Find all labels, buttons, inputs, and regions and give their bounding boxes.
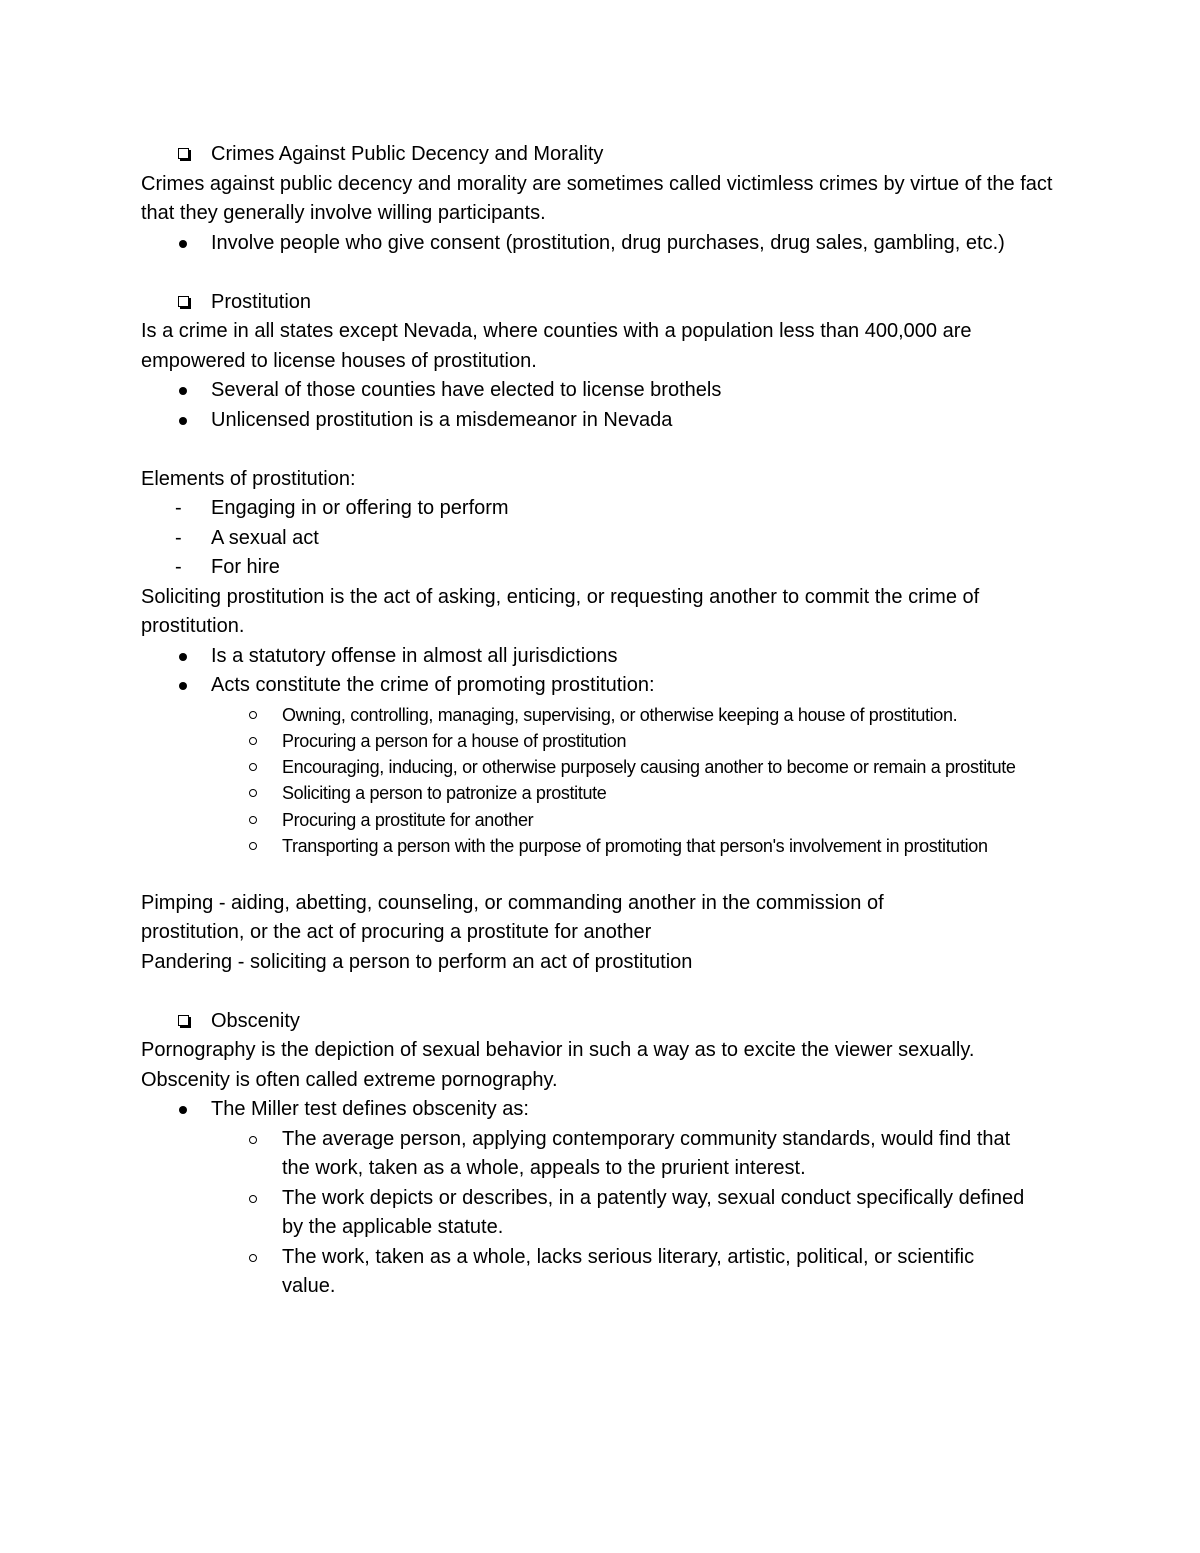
- section-heading-text: Obscenity: [211, 1009, 300, 1032]
- dash-icon: -: [175, 556, 182, 578]
- sub-list-item: [141, 807, 1061, 833]
- paragraph: Soliciting prostitution is the act of asking, enticing, or requesting another to commit the crime of prostitution.: [141, 585, 980, 637]
- hollow-bullet-icon: [249, 816, 257, 824]
- list-item: [141, 553, 1061, 583]
- paragraph: Crimes against public decency and morality are sometimes called victimless crimes by virtue of the fact that they generally involve willing participants.: [141, 172, 1053, 224]
- paragraph: Is a crime in all states except Nevada, where counties with a population less than 400,000 are empowered to license houses of prostitution.: [141, 320, 972, 372]
- section-heading-text: Prostitution: [211, 290, 312, 313]
- section-heading-public-decency: [141, 140, 1061, 170]
- list-item-text: The Miller test defines obscenity as:: [211, 1098, 529, 1121]
- list-item-text: For hire: [211, 556, 280, 578]
- list-item: [141, 376, 1061, 406]
- sub-list-item: [141, 780, 1061, 806]
- sub-list-item: [141, 754, 1061, 780]
- elements-label: Elements of prostitution:: [141, 467, 356, 490]
- list-item: [141, 229, 1061, 259]
- checkbox-icon: [178, 1015, 189, 1026]
- sub-list-item-text: The work, taken as a whole, lacks serious literary, artistic, political, or scientific value.: [282, 1245, 975, 1298]
- sub-list-item-text: The average person, applying contemporary community standards, would find that the work, taken as a whole, appeals to the prurient interest.: [282, 1127, 1011, 1180]
- bullet-icon: [179, 653, 187, 661]
- checkbox-icon: [178, 296, 189, 307]
- list-item: [141, 642, 1061, 672]
- sub-list-item-text: Transporting a person with the purpose of promoting that person's involvement in prostitution: [282, 835, 988, 856]
- hollow-bullet-icon: [249, 711, 257, 719]
- sub-list-item: [141, 728, 1061, 754]
- sub-list-item-text: Encouraging, inducing, or otherwise purposely causing another to become or remain a prostitute: [282, 757, 1016, 778]
- list-item-text: Several of those counties have elected to license brothels: [211, 379, 722, 401]
- paragraph: Pornography is the depiction of sexual behavior in such a way as to excite the viewer sexually. Obscenity is often called extreme pornography.: [141, 1039, 975, 1091]
- list-item-text: Unlicensed prostitution is a misdemeanor in Nevada: [211, 408, 673, 431]
- section-heading-obscenity: [141, 1007, 1061, 1037]
- hollow-bullet-icon: [249, 1136, 257, 1144]
- section-heading-text: Crimes Against Public Decency and Morality: [211, 143, 604, 165]
- list-item-text: Involve people who give consent (prostitution, drug purchases, drug sales, gambling, etc.): [211, 231, 1005, 254]
- sub-list-item-text: Procuring a prostitute for another: [282, 809, 534, 830]
- list-item: [141, 494, 1061, 524]
- hollow-bullet-icon: [249, 1254, 257, 1262]
- pimping-definition: Pimping - aiding, abetting, counseling, or commanding another in the commission of prostitution, or the act of procuring a prostitute for another: [141, 891, 884, 944]
- hollow-bullet-icon: [249, 842, 257, 850]
- list-item-text: Is a statutory offense in almost all jurisdictions: [211, 644, 618, 667]
- pandering-definition: Pandering - soliciting a person to perform an act of prostitution: [141, 950, 693, 973]
- bullet-icon: [179, 240, 187, 248]
- bullet-icon: [179, 1106, 187, 1114]
- dash-icon: -: [175, 526, 182, 549]
- list-item: [141, 524, 1061, 554]
- checkbox-icon: [178, 148, 189, 159]
- sub-list-item: [141, 1125, 1061, 1184]
- dash-icon: -: [175, 497, 182, 519]
- sub-list-item: [141, 702, 1061, 728]
- document-page: [141, 140, 1061, 1302]
- sub-list-item: [141, 833, 1061, 859]
- hollow-bullet-icon: [249, 763, 257, 771]
- sub-list-item: [141, 1184, 1061, 1243]
- sub-list-item: [141, 1243, 1061, 1302]
- hollow-bullet-icon: [249, 1195, 257, 1203]
- bullet-icon: [179, 387, 187, 395]
- bullet-icon: [179, 682, 187, 690]
- hollow-bullet-icon: [249, 737, 257, 745]
- list-item-text: A sexual act: [211, 526, 319, 549]
- list-item-text: Engaging in or offering to perform: [211, 497, 509, 519]
- list-item: [141, 406, 1061, 436]
- list-item: [141, 1095, 1061, 1125]
- sub-list-item-text: Procuring a person for a house of prostitution: [282, 730, 627, 751]
- list-item-text: Acts constitute the crime of promoting prostitution:: [211, 674, 655, 696]
- bullet-icon: [179, 417, 187, 425]
- hollow-bullet-icon: [249, 789, 257, 797]
- sub-list-item-text: Soliciting a person to patronize a prostitute: [282, 783, 607, 804]
- sub-list-item-text: The work depicts or describes, in a patently way, sexual conduct specifically defined by the applicable statute.: [282, 1186, 1025, 1239]
- sub-list-item-text: Owning, controlling, managing, supervising, or otherwise keeping a house of prostitution.: [282, 704, 958, 725]
- list-item: [141, 671, 1061, 701]
- section-heading-prostitution: [141, 288, 1061, 318]
